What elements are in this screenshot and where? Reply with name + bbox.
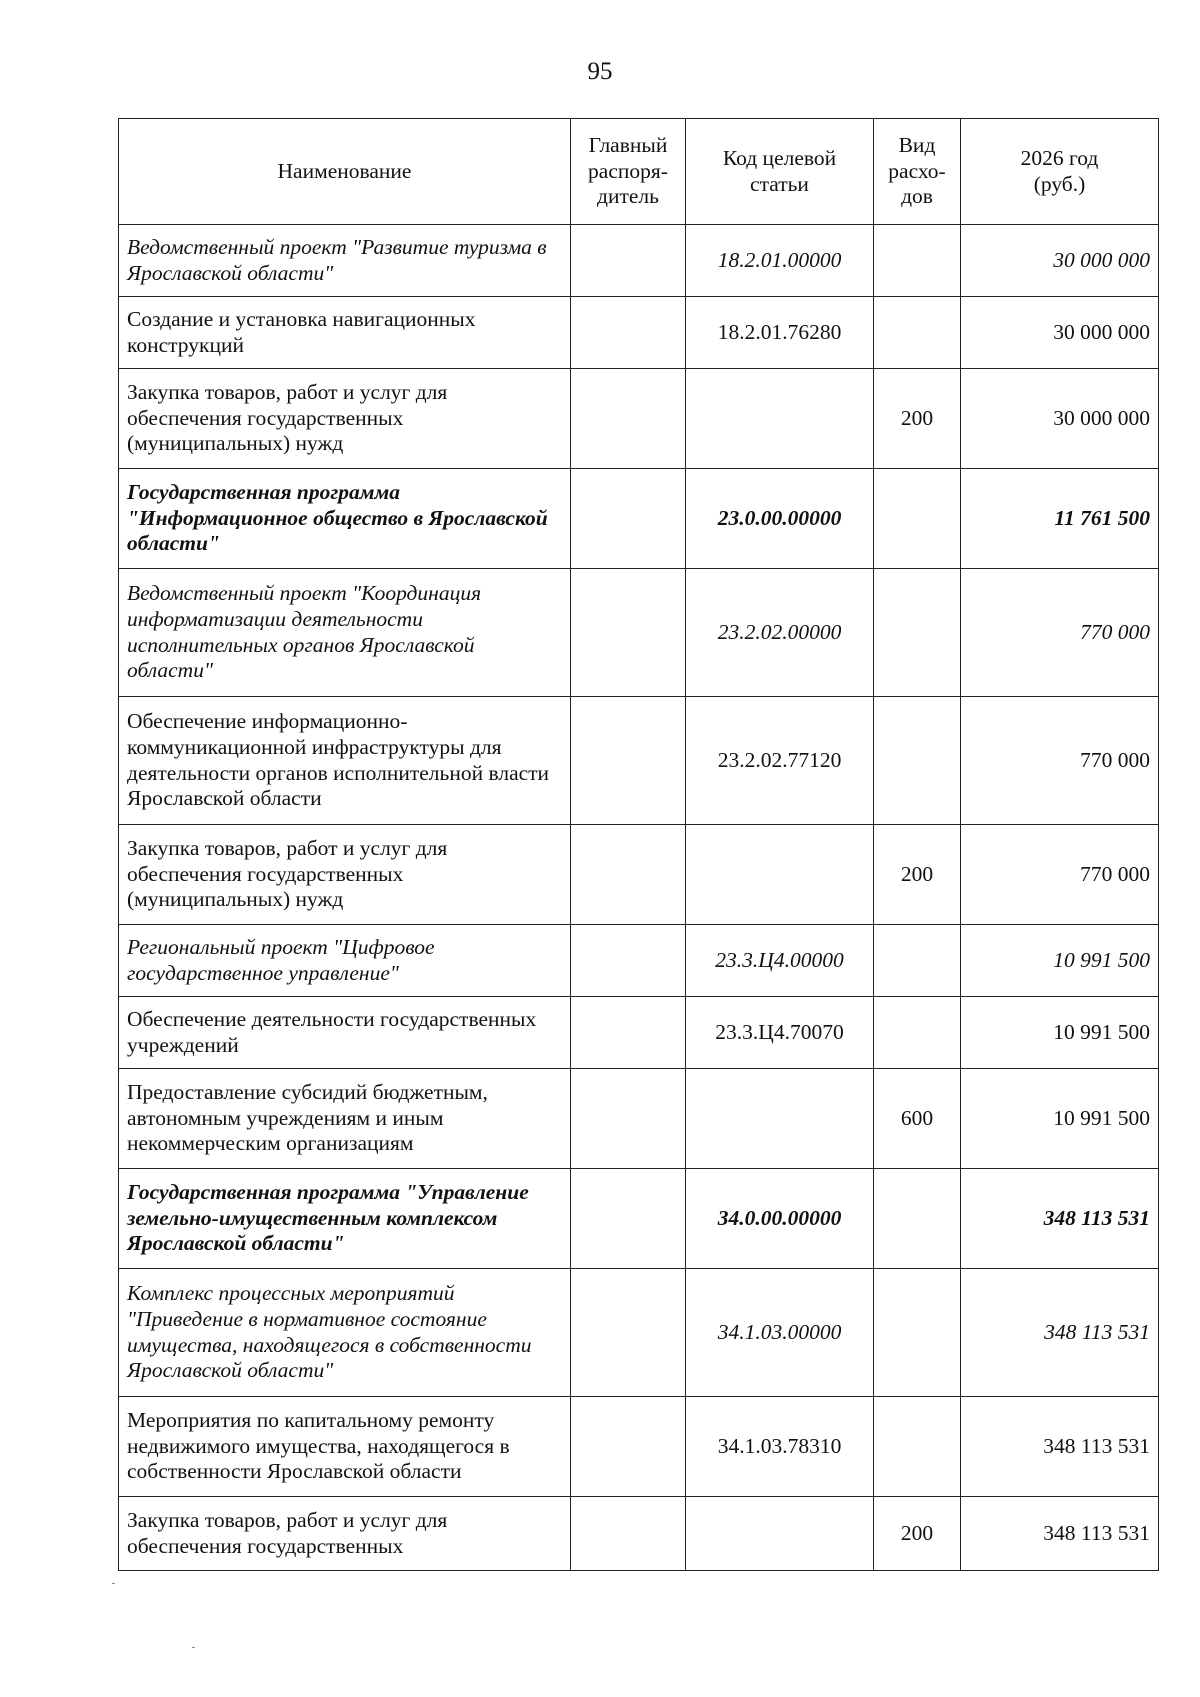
cell-name: Ведомственный проект "Развитие туризма в Ярославской области" (119, 225, 571, 297)
cell-amount: 348 113 531 (961, 1269, 1159, 1397)
cell-name: Создание и установка навигационных конструкций (119, 297, 571, 369)
table-row (119, 997, 1159, 1069)
table-row (119, 569, 1159, 697)
cell-code: 34.1.03.78310 (686, 1397, 874, 1497)
table-row (119, 469, 1159, 569)
cell-code (686, 1497, 874, 1571)
cell-code (686, 1069, 874, 1169)
cell-admin (571, 1169, 686, 1269)
cell-type: 200 (874, 825, 961, 925)
cell-name: Ведомственный проект "Координация информатизации деятельности исполнительных органов Ярославской области" (119, 569, 571, 697)
cell-type (874, 1397, 961, 1497)
cell-code: 18.2.01.76280 (686, 297, 874, 369)
table-row (119, 925, 1159, 997)
table-row (119, 1397, 1159, 1497)
cell-name: Государственная программа "Управление земельно-имущественным комплексом Ярославской области" (119, 1169, 571, 1269)
cell-name: Закупка товаров, работ и услуг для обеспечения государственных (муниципальных) нужд (119, 825, 571, 925)
cell-amount: 11 761 500 (961, 469, 1159, 569)
cell-admin (571, 1269, 686, 1397)
table-row (119, 697, 1159, 825)
cell-name: Обеспечение информационно-коммуникационной инфраструктуры для деятельности органов исполнительной власти Ярославской области (119, 697, 571, 825)
table-header (119, 119, 1159, 225)
table-row (119, 825, 1159, 925)
cell-code: 34.0.00.00000 (686, 1169, 874, 1269)
budget-table (118, 118, 1159, 1571)
cell-admin (571, 697, 686, 825)
cell-amount: 348 113 531 (961, 1397, 1159, 1497)
table-row (119, 1497, 1159, 1571)
cell-amount: 348 113 531 (961, 1497, 1159, 1571)
cell-admin (571, 1397, 686, 1497)
cell-code: 18.2.01.00000 (686, 225, 874, 297)
cell-type (874, 925, 961, 997)
cell-admin (571, 997, 686, 1069)
cell-admin (571, 225, 686, 297)
table-row (119, 1069, 1159, 1169)
cell-amount: 10 991 500 (961, 997, 1159, 1069)
cell-code (686, 825, 874, 925)
scan-speck (192, 1647, 195, 1648)
cell-amount: 30 000 000 (961, 369, 1159, 469)
cell-amount: 30 000 000 (961, 225, 1159, 297)
cell-type: 200 (874, 369, 961, 469)
table-row (119, 225, 1159, 297)
cell-type (874, 297, 961, 369)
table-row (119, 1169, 1159, 1269)
cell-code: 23.0.00.00000 (686, 469, 874, 569)
cell-amount: 770 000 (961, 569, 1159, 697)
cell-type (874, 697, 961, 825)
cell-code: 23.2.02.77120 (686, 697, 874, 825)
cell-admin (571, 569, 686, 697)
cell-code: 23.3.Ц4.70070 (686, 997, 874, 1069)
cell-name: Государственная программа "Информационное общество в Ярославской области" (119, 469, 571, 569)
cell-name: Обеспечение деятельности государственных учреждений (119, 997, 571, 1069)
cell-name: Региональный проект "Цифровое государственное управление" (119, 925, 571, 997)
cell-name: Мероприятия по капитальному ремонту недвижимого имущества, находящегося в собственности Ярославской области (119, 1397, 571, 1497)
header-name: Наименование (119, 119, 571, 225)
cell-type (874, 997, 961, 1069)
cell-type (874, 469, 961, 569)
cell-code: 34.1.03.00000 (686, 1269, 874, 1397)
cell-amount: 10 991 500 (961, 1069, 1159, 1169)
table-row (119, 369, 1159, 469)
cell-code (686, 369, 874, 469)
table-row (119, 297, 1159, 369)
header-type: Вид расхо- дов (874, 119, 961, 225)
cell-admin (571, 469, 686, 569)
cell-amount: 348 113 531 (961, 1169, 1159, 1269)
cell-amount: 770 000 (961, 825, 1159, 925)
scan-speck (112, 1583, 115, 1584)
cell-name: Предоставление субсидий бюджетным, автономным учреждениям и иным некоммерческим организациям (119, 1069, 571, 1169)
cell-type: 600 (874, 1069, 961, 1169)
cell-code: 23.3.Ц4.00000 (686, 925, 874, 997)
cell-amount: 770 000 (961, 697, 1159, 825)
header-amount: 2026 год (руб.) (961, 119, 1159, 225)
cell-type (874, 1169, 961, 1269)
cell-admin (571, 1069, 686, 1169)
cell-admin (571, 1497, 686, 1571)
header-admin: Главный распоря- дитель (571, 119, 686, 225)
header-code: Код целевой статьи (686, 119, 874, 225)
cell-amount: 10 991 500 (961, 925, 1159, 997)
cell-type: 200 (874, 1497, 961, 1571)
page-number: 95 (587, 58, 613, 85)
cell-code: 23.2.02.00000 (686, 569, 874, 697)
cell-admin (571, 297, 686, 369)
table-row (119, 1269, 1159, 1397)
cell-type (874, 569, 961, 697)
cell-type (874, 1269, 961, 1397)
table-body (119, 225, 1159, 1571)
cell-admin (571, 925, 686, 997)
cell-type (874, 225, 961, 297)
cell-name: Закупка товаров, работ и услуг для обеспечения государственных (119, 1497, 571, 1571)
cell-name: Закупка товаров, работ и услуг для обеспечения государственных (муниципальных) нужд (119, 369, 571, 469)
cell-admin (571, 825, 686, 925)
cell-name: Комплекс процессных мероприятий "Приведение в нормативное состояние имущества, находящегося в собственности Ярославской области" (119, 1269, 571, 1397)
cell-amount: 30 000 000 (961, 297, 1159, 369)
cell-admin (571, 369, 686, 469)
